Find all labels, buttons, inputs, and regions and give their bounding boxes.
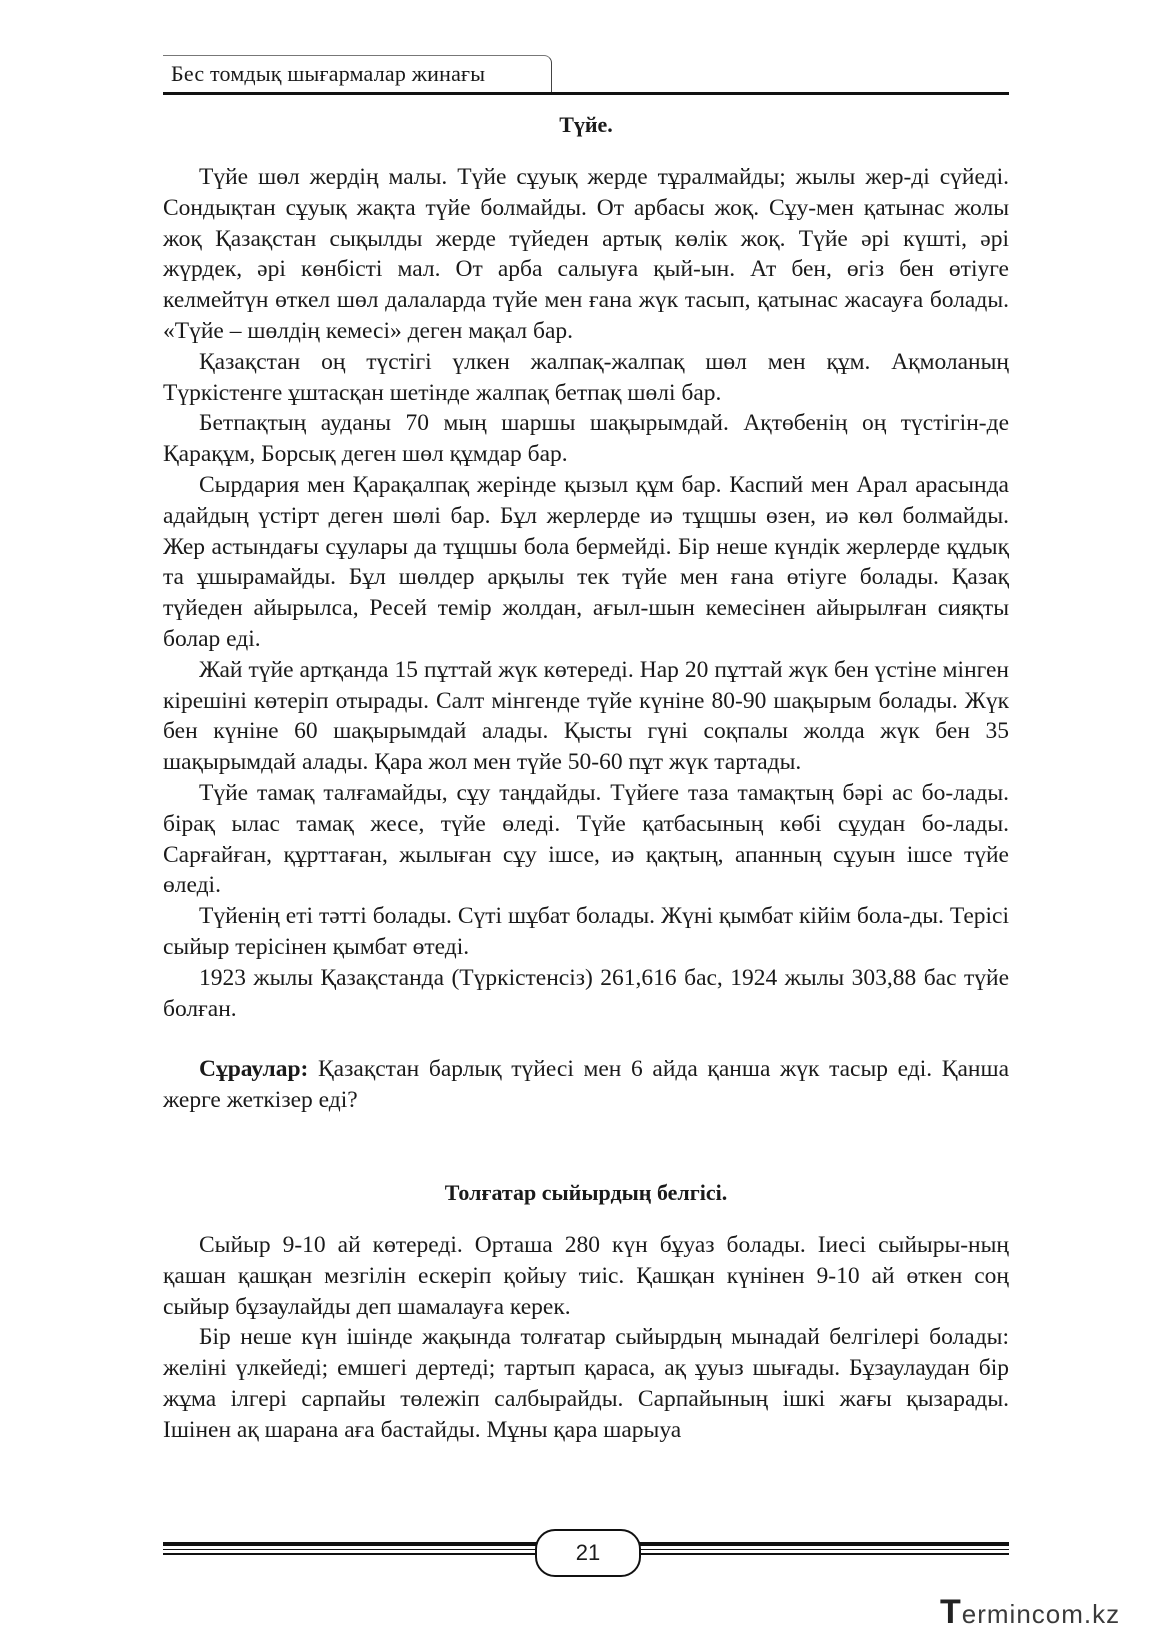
page-content <box>163 100 1009 1445</box>
book-title: Бес томдық шығармалар жинағы <box>171 61 486 86</box>
section-title-camel: Түйе. <box>559 112 613 137</box>
paragraph: Түйе шөл жердің малы. Түйе сұуық жерде тұралмайды; жылы жер-ді сүйеді. Сондықтан сұуық жақта түйе болмайды. От арбасы жоқ. Сұу-мен қатынас жолы жоқ Қазақстан сықылды жерде түйеден артық көлік жоқ. Түйе әрі күшті, әрі жүрдек, әрі көнбісті мал. От арба салыуға қый-ын. Ат бен, өгіз бен өтіуге келмейтүн өткел шөл далаларда түйе мен ғана жүк тасып, қатынас жасауға болады. «Түйе – шөлдің кемесі» деген мақал бар. <box>163 164 1009 344</box>
paragraph: Түйенің еті тәтті болады. Сүті шұбат болады. Жүні қымбат кійім бола-ды. Терісі сыйыр терісінен қымбат өтеді. <box>163 903 1009 960</box>
paragraph: Бір неше күн ішінде жақында толғатар сыйырдың мынадай белгілері болады: желіні үлкейеді; емшегі дертеді; тартып қараса, ақ ұуыз шығады. Бұзаулаудан бір жұма ілгері сарпайы төлежіп салбырайды. Сарпайының ішкі жағы қызарады. Ішінен ақ шарана аға бастайды. Мұны қара шарыуа <box>163 1324 1009 1443</box>
paragraph: Сыйыр 9-10 ай көтереді. Орташа 280 күн бұуаз болады. Іиесі сыйыры-ның қашан қашқан мезгілін ескеріп қойыу тиіс. Қашқан күнінен 9-10 ай өткен соң сыйыр бұзаулайды деп шамалауға керек. <box>163 1231 1009 1320</box>
watermark-text: ermincom.kz <box>961 1599 1121 1629</box>
page-number: 21 <box>535 1529 641 1577</box>
questions-text: Қазақстан барлық түйесі мен 6 айда қанша жүк тасыр еді. Қанша жерге жеткізер еді? <box>163 1056 1010 1114</box>
watermark-initial: T <box>940 1593 962 1631</box>
paragraph: Бетпақтың ауданы 70 мың шаршы шақырымдай. Ақтөбенің оң түстігін-де Қарақұм, Борсық деген шөл құмдар бар. <box>163 410 1009 468</box>
watermark-logo <box>940 1593 1150 1633</box>
questions-paragraph <box>163 1054 1009 1116</box>
paragraph: Жай түйе артқанда 15 пұттай жүк көтереді. Нар 20 пұттай жүк бен үстіне мінген кірешіні көтеріп отырады. Салт мінгенде түйе күніне 80-90 шақырым болады. Жүк бен күніне 60 шақырымдай алады. Қысты гүні соқпалы жолда жүк бен 35 шақырымдай алады. Қара жол мен түйе 50-60 пұт жүк тартады. <box>163 656 1009 776</box>
header-rule <box>163 92 1009 95</box>
paragraph: Қазақстан оң түстігі үлкен жалпақ-жалпақ шөл мен құм. Ақмоланың Түркістенге ұштасқан шетінде жалпақ бетпақ шөлі бар. <box>163 348 1009 406</box>
paragraph: Сырдария мен Қарақалпақ жерінде қызыл құм бар. Каспий мен Арал арасында адайдың үстірт деген шөлі бар. Бұл жерлерде иә тұщшы өзен, иә көл болмайды. Жер астындағы сұулары да тұщшы бола бермейді. Бір неше күндік жерлерде құдық та ұшырамайды. Бұл шөлдер арқылы тек түйе мен ғана өтіуге болады. Қазақ түйеден айырылса, Ресей темір жолдан, ағыл-шын кемесінен айырылған сияқты болар еді. <box>163 471 1009 652</box>
paragraph: Түйе тамақ талғамайды, сұу таңдайды. Түйеге таза тамақтың бәрі ас бо-лады. бірақ ылас тамақ жесе, түйе өледі. Түйе қатбасының көбі сұудан бо-лады. Сарғайған, құрттаған, жылыған сұу ішсе, иә қақтың, апанның сұуын ішсе түйе өледі. <box>163 779 1009 899</box>
questions-label: Сұраулар: <box>199 1056 309 1083</box>
running-header <box>163 55 1009 95</box>
page-footer <box>163 1520 1009 1580</box>
section-title-cow: Толғатар сыйырдың белгісі. <box>444 1179 728 1205</box>
paragraph: 1923 жылы Қазақстанда (Түркістенсіз) 261,616 бас, 1924 жылы 303,88 бас түйе болған. <box>163 964 1009 1022</box>
